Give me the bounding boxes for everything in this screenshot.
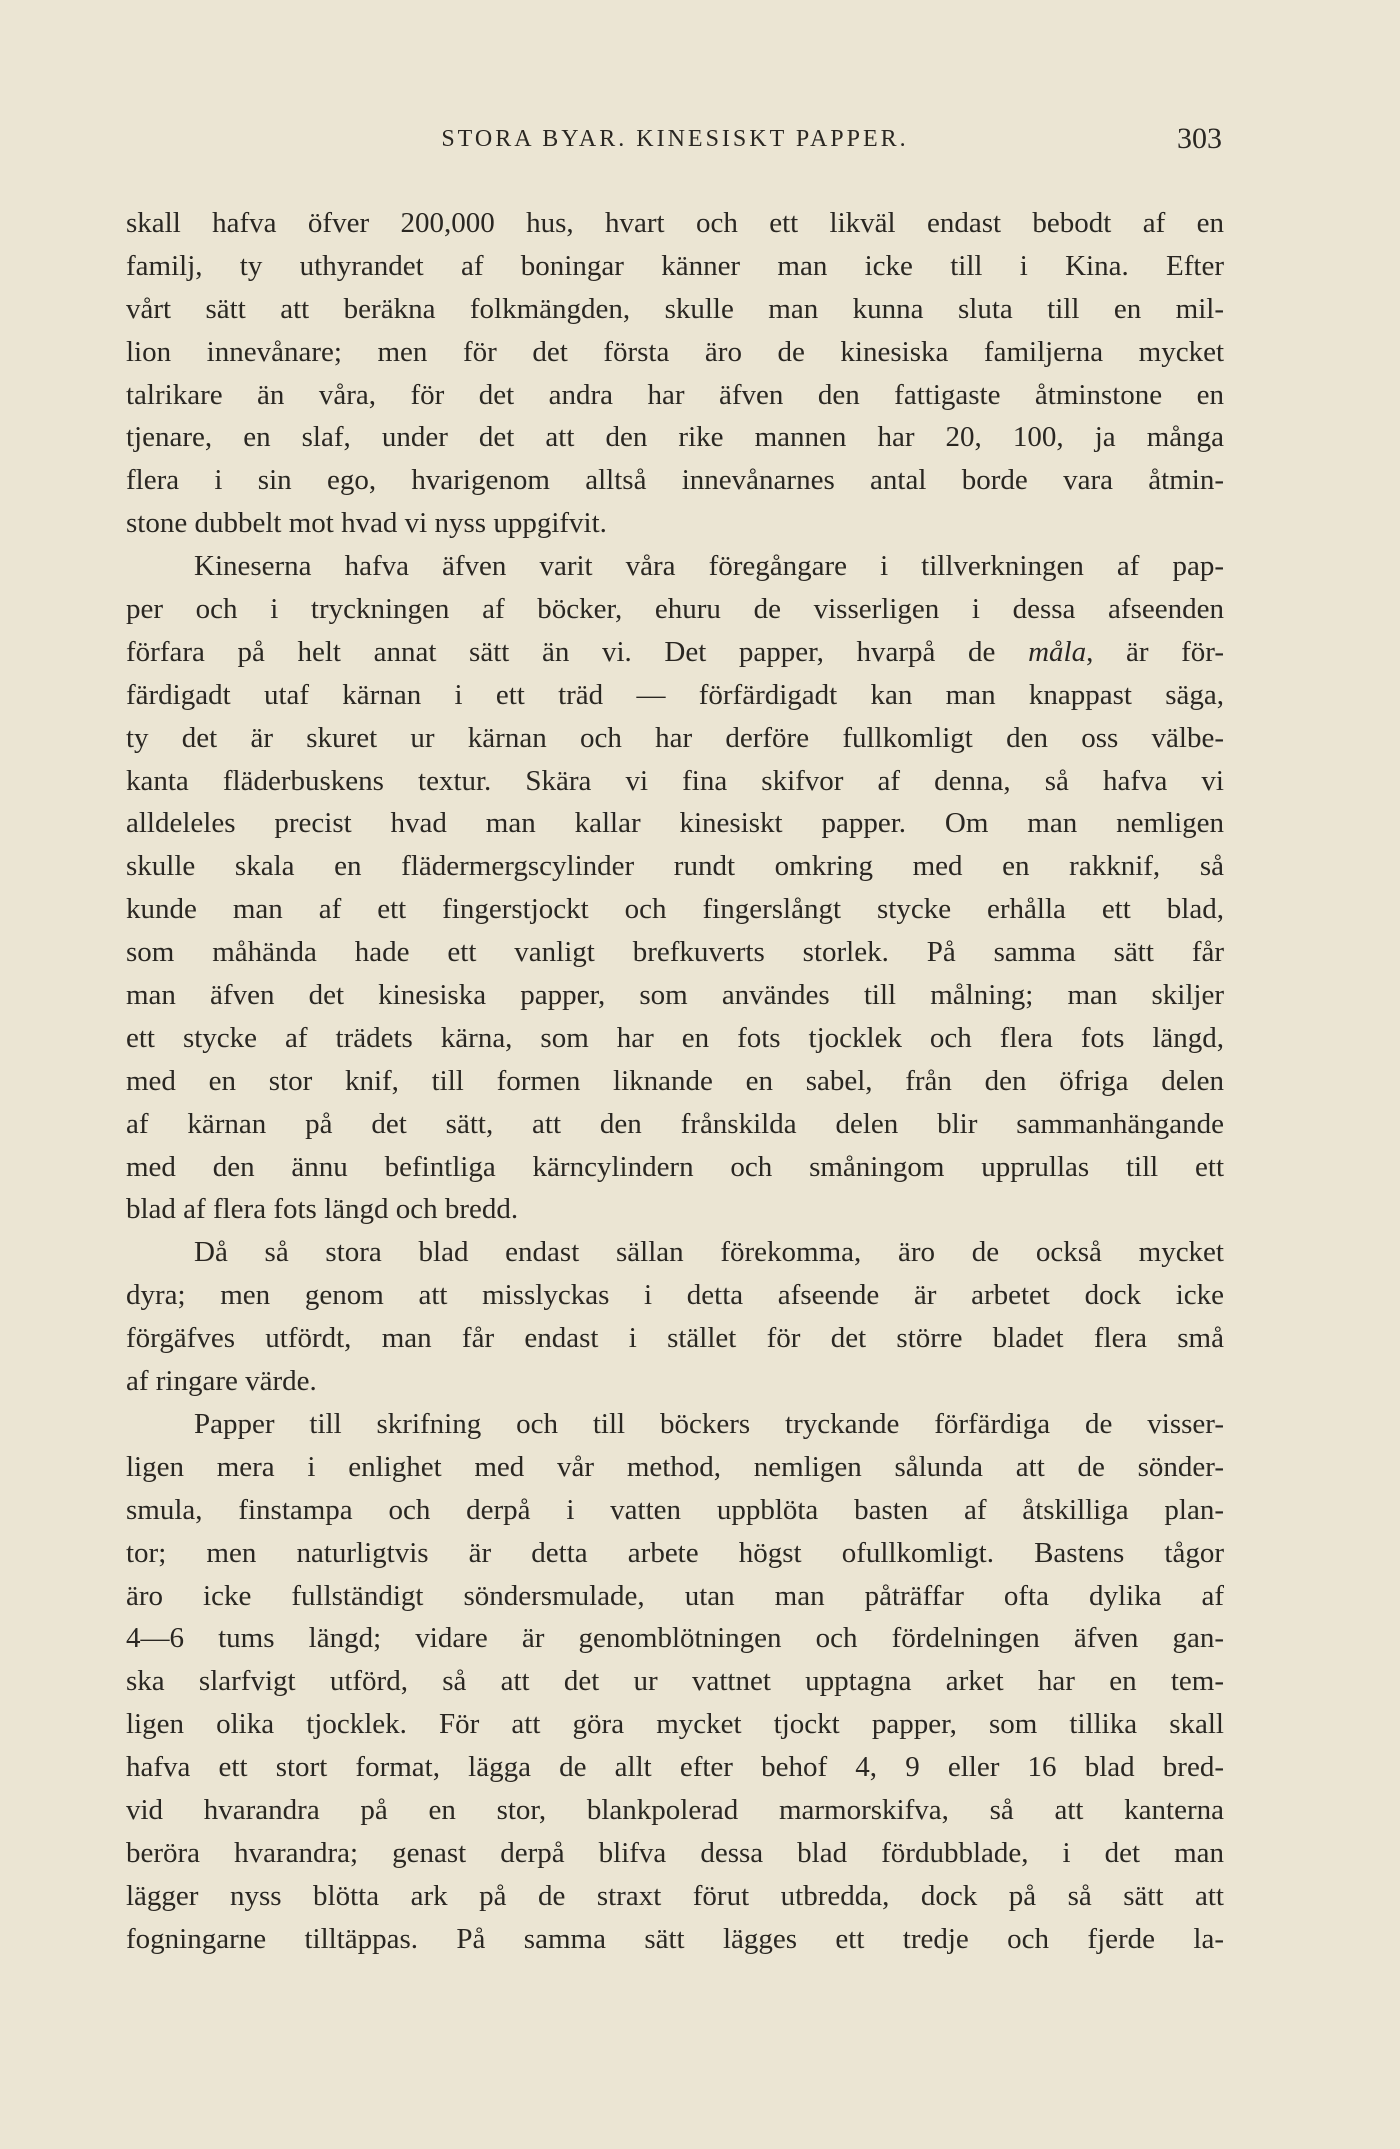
paragraph — [126, 202, 1224, 545]
text-line: äro icke fullständigt söndersmulade, utan man påträffar ofta dylika af — [126, 1579, 1224, 1612]
text-line: ska slarfvigt utförd, så att det ur vattnet upptagna arket har en tem- — [126, 1665, 1224, 1698]
text-line: flera i sin ego, hvarigenom alltså innevånarnes antal borde vara åtmin- — [126, 464, 1224, 497]
text-line: vid hvarandra på en stor, blankpolerad marmorskifva, så att kanterna — [126, 1793, 1224, 1826]
text-line: Då så stora blad endast sällan förekomma, äro de också mycket — [194, 1236, 1224, 1269]
paragraph — [126, 1403, 1224, 1961]
text-line: färdigadt utaf kärnan i ett träd — förfärdigadt kan man knappast säga, — [126, 678, 1224, 711]
page-header — [128, 122, 1222, 166]
text-line: kanta fläderbuskens textur. Skära vi fina skifvor af denna, så hafva vi — [126, 764, 1224, 797]
text-line: lion innevånare; men för det första äro de kinesiska familjerna mycket — [126, 335, 1224, 368]
text-line: fogningarne tilltäppas. På samma sätt lägges ett tredje och fjerde la- — [126, 1922, 1224, 1955]
text-line: stone dubbelt mot hvad vi nyss uppgifvit. — [126, 507, 607, 540]
text-line: tor; men naturligtvis är detta arbete högst ofullkomligt. Bastens tågor — [126, 1536, 1224, 1569]
text-line: Papper till skrifning och till böckers tryckande förfärdiga de visser- — [194, 1407, 1224, 1440]
paragraph — [126, 545, 1224, 1231]
text-line: skulle skala en flädermergscylinder rundt omkring med en rakknif, så — [126, 850, 1224, 883]
text-line: kunde man af ett fingerstjockt och fingerslångt stycke erhålla ett blad, — [126, 893, 1224, 926]
text-line: familj, ty uthyrandet af boningar känner man icke till i Kina. Efter — [126, 249, 1224, 282]
paragraph — [126, 1231, 1224, 1403]
text-line: som måhända hade ett vanligt brefkuverts storlek. På samma sätt får — [126, 936, 1224, 969]
text-line: ty det är skuret ur kärnan och har derföre fullkomligt den oss välbe- — [126, 721, 1224, 754]
text-line: lägger nyss blötta ark på de straxt förut utbredda, dock på så sätt att — [126, 1879, 1224, 1912]
text-line: förgäfves utfördt, man får endast i stället för det större bladet flera små — [126, 1322, 1224, 1355]
text-line: ett stycke af trädets kärna, som har en fots tjocklek och flera fots längd, — [126, 1021, 1224, 1054]
text-line: med en stor knif, till formen liknande en sabel, från den öfriga delen — [126, 1064, 1224, 1097]
text-line: af kärnan på det sätt, att den frånskilda delen blir sammanhängande — [126, 1107, 1224, 1140]
text-line: förfara på helt annat sätt än vi. Det papper, hvarpå de måla, är för- — [126, 635, 1224, 668]
text-line: skall hafva öfver 200,000 hus, hvart och ett likväl endast bebodt af en — [126, 207, 1224, 239]
running-head: STORA BYAR. KINESISKT PAPPER. — [441, 126, 909, 152]
text-line: hafva ett stort format, lägga de allt efter behof 4, 9 eller 16 blad bred- — [126, 1751, 1224, 1784]
page-number: 303 — [1177, 122, 1222, 155]
text-line: alldeleles precist hvad man kallar kinesiskt papper. Om man nemligen — [126, 807, 1224, 840]
body-text — [126, 202, 1224, 1961]
text-line: tjenare, en slaf, under det att den rike mannen har 20, 100, ja många — [126, 421, 1224, 454]
text-line: vårt sätt att beräkna folkmängden, skulle man kunna sluta till en mil- — [126, 292, 1224, 325]
text-line: talrikare än våra, för det andra har äfven den fattigaste åtminstone en — [126, 378, 1224, 411]
text-line: Kineserna hafva äfven varit våra föregångare i tillverkningen af pap- — [194, 550, 1224, 583]
text-line: ligen mera i enlighet med vår method, nemligen sålunda att de sönder- — [126, 1450, 1224, 1483]
text-line: smula, finstampa och derpå i vatten uppblöta basten af åtskilliga plan- — [126, 1493, 1224, 1526]
text-line: man äfven det kinesiska papper, som användes till målning; man skiljer — [126, 979, 1224, 1012]
text-line: 4—6 tums längd; vidare är genomblötningen och fördelningen äfven gan- — [126, 1622, 1224, 1655]
text-line: med den ännu befintliga kärncylindern och småningom upprullas till ett — [126, 1150, 1224, 1183]
text-line: per och i tryckningen af böcker, ehuru de visserligen i dessa afseenden — [126, 593, 1224, 626]
text-line: af ringare värde. — [126, 1365, 317, 1398]
text-line: ligen olika tjocklek. För att göra mycket tjockt papper, som tillika skall — [126, 1708, 1224, 1741]
text-line: dyra; men genom att misslyckas i detta afseende är arbetet dock icke — [126, 1279, 1224, 1312]
text-line: beröra hvarandra; genast derpå blifva dessa blad fördubblade, i det man — [126, 1836, 1224, 1869]
text-line: blad af flera fots längd och bredd. — [126, 1193, 519, 1226]
